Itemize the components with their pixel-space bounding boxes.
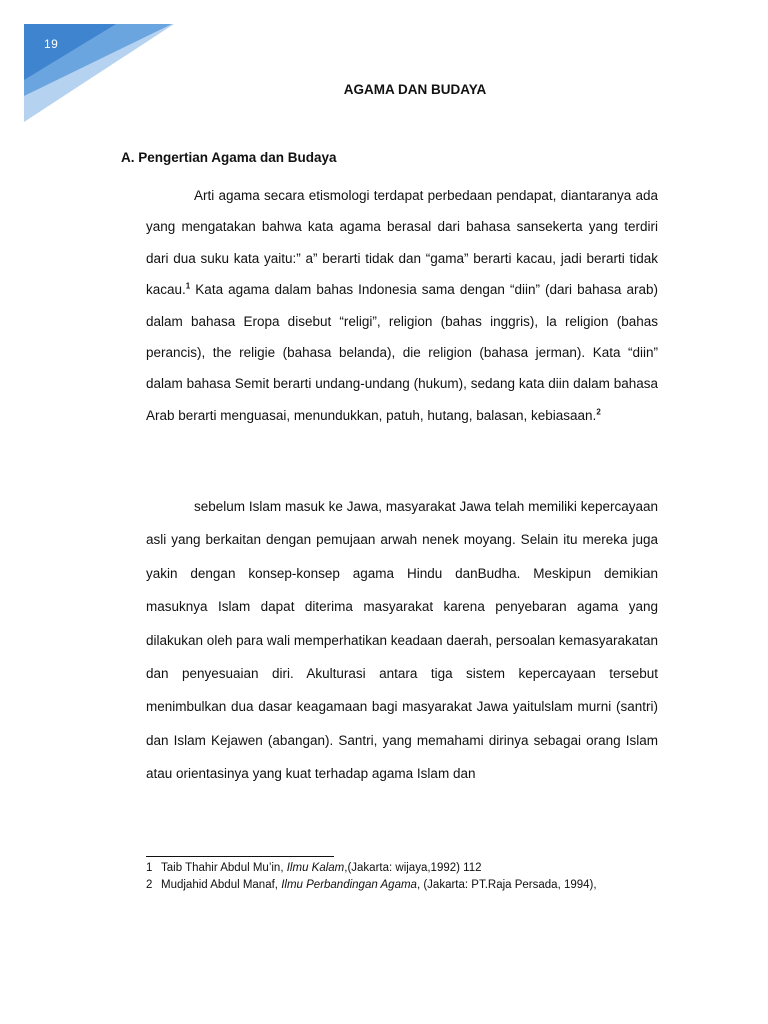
page-title: AGAMA DAN BUDAYA bbox=[343, 82, 487, 97]
footnote-book-title: Ilmu Perbandingan Agama bbox=[281, 879, 417, 891]
paragraph-2-text: sebelum Islam masuk ke Jawa, masyarakat Jawa telah memiliki kepercayaan asli yang berkaitan dengan pemujaan arwah nenek moyang. Selain itu mereka juga yakin dengan konsep-konsep agama Hindu danBudha. Meskipun demikian masuknya Islam dapat diterima masyarakat karena penyebaran agama yang dilakukan oleh para wali memperhatikan keadaan daerah, persoalan kemasyarakatan dan penyesuaian diri. Akulturasi antara tiga sistem kepercayaan tersebut menimbulkan dua dasar keagamaan bagi masyarakat Jawa yaitulslam murni (santri) dan Islam Kejawen (abangan). Santri, yang memahami dirinya sebagai orang Islam atau orientasinya yang kuat terhadap agama Islam dan bbox=[146, 499, 658, 782]
footnote-publication: ,(Jakarta: wijaya,1992) 112 bbox=[344, 862, 482, 874]
footnote-book-title: Ilmu Kalam bbox=[286, 862, 345, 874]
footnote-number: 2 bbox=[146, 879, 153, 891]
footnote-ref-1[interactable]: 1 bbox=[185, 281, 191, 291]
footnotes bbox=[146, 860, 686, 894]
footnote-text: Taib Thahir Abdul Mu’in, bbox=[161, 862, 287, 874]
footnote-2 bbox=[146, 877, 686, 894]
footnote-text: Mudjahid Abdul Manaf, bbox=[161, 879, 282, 891]
paragraph-1-text-a: Arti agama secara etismologi terdapat perbedaan pendapat, diantaranya ada yang mengatakan bahwa kata agama berasal dari bahasa sansekerta yang terdiri dari dua suku kata yaitu:” a” berarti tidak dan “gama” berarti kacau, jadi berarti tidak kacau. bbox=[146, 188, 658, 298]
section-heading: A. Pengertian Agama dan Budaya bbox=[121, 150, 337, 165]
footnote-publication: , (Jakarta: PT.Raja Persada, 1994), bbox=[416, 879, 597, 891]
paragraph-1 bbox=[146, 180, 658, 431]
footnote-separator bbox=[146, 856, 334, 857]
footnote-ref-2[interactable]: 2 bbox=[596, 407, 601, 417]
footnote-1 bbox=[146, 860, 686, 877]
paragraph-1-text-b: Kata agama dalam bahas Indonesia sama dengan “diin” (dari bahasa arab) dalam bahasa Eropa disebut “religi”, religion (bahas inggris), la religion (bahas perancis), the religie (bahasa belanda), die religion (bahasa jerman). Kata “diin” dalam bahasa Semit berarti undang-undang (hukum), sedang kata diin dalam bahasa Arab berarti menguasai, menundukkan, patuh, hutang, balasan, kebiasaan. bbox=[146, 282, 658, 423]
footnote-number: 1 bbox=[146, 862, 153, 874]
page-number: 19 bbox=[44, 37, 59, 51]
paragraph-2 bbox=[146, 490, 658, 791]
